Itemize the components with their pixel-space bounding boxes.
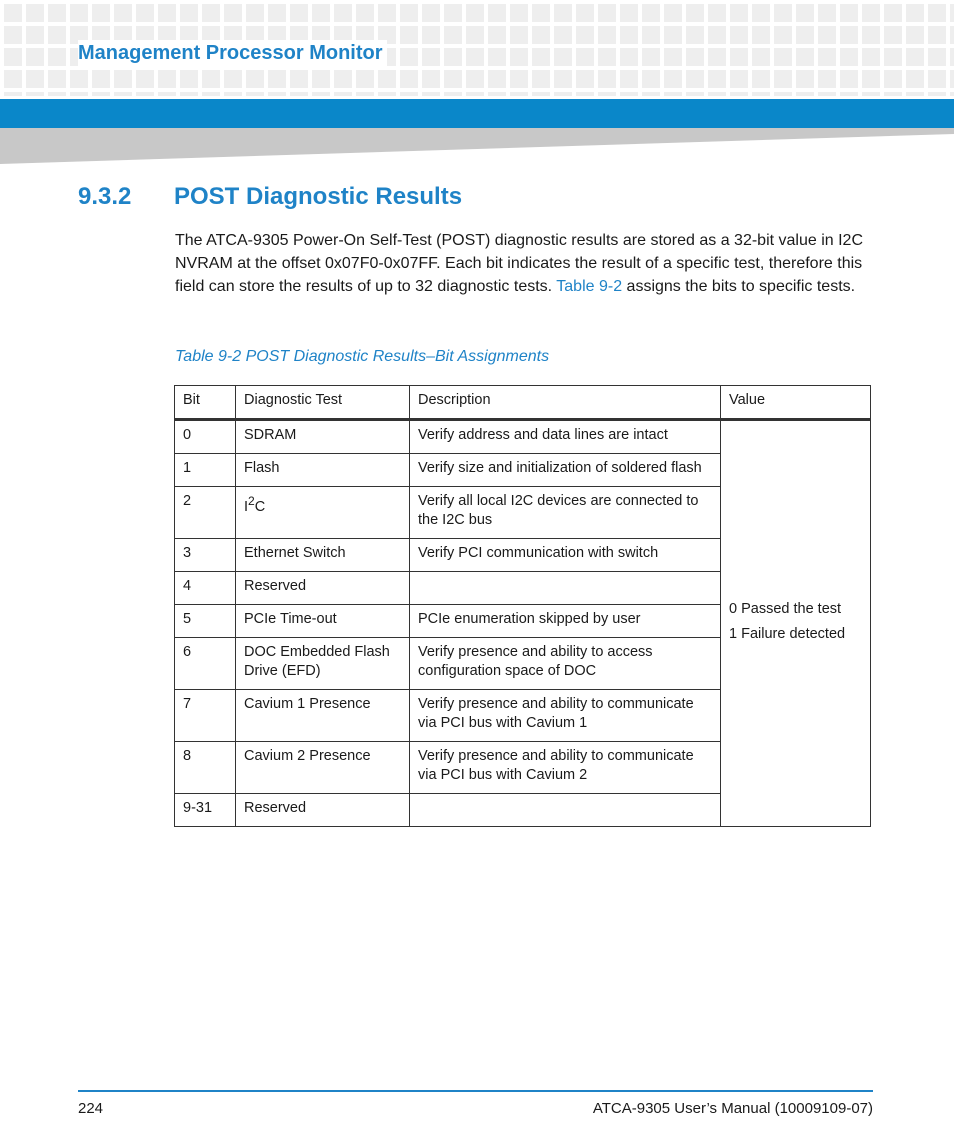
section-number: 9.3.2 (78, 183, 132, 210)
page-number: 224 (78, 1100, 104, 1117)
section-heading (78, 183, 462, 211)
description-cell: Verify PCI communication with switch (410, 539, 721, 572)
bit-cell: 9-31 (175, 794, 236, 827)
description-cell: Verify address and data lines are intact (410, 420, 721, 454)
description-cell: Verify presence and ability to communicate via PCI bus with Cavium 1 (410, 690, 721, 742)
footer-rule (78, 1090, 873, 1092)
value-passed: 0 Passed the test (729, 601, 842, 617)
paragraph-text: The ATCA-9305 Power-On Self-Test (POST) diagnostic results are stored as a 32-bit value in I2C NVRAM at the offset 0x07F0-0x07FF. Each bit indicates the result of a specific test, therefore this field can store the results of up to 32 diagnostic tests. (175, 232, 863, 295)
description-cell (410, 794, 721, 827)
bit-cell: 6 (175, 638, 236, 690)
description-cell: Verify size and initialization of soldered flash (410, 454, 721, 487)
description-cell: Verify presence and ability to communicate via PCI bus with Cavium 2 (410, 742, 721, 794)
test-cell: DOC Embedded Flash Drive (EFD) (236, 638, 410, 690)
footer-document-title: ATCA-9305 User’s Manual (10009109-07) (592, 1100, 873, 1117)
bit-cell: 7 (175, 690, 236, 742)
description-cell: Verify presence and ability to access configuration space of DOC (410, 638, 721, 690)
running-header-title: Management Processor Monitor (78, 40, 387, 67)
paragraph-text-end: assigns the bits to specific tests. (622, 278, 856, 295)
value-cell (721, 420, 871, 827)
header-value: Value (721, 386, 871, 420)
description-cell (410, 572, 721, 605)
test-i2c-tail: C (254, 498, 266, 515)
table-caption: Table 9-2 POST Diagnostic Results–Bit Assignments (175, 348, 550, 365)
table-reference-link[interactable]: Table 9-2 (556, 278, 623, 295)
header-description: Description (410, 386, 721, 420)
bit-cell: 2 (175, 487, 236, 539)
bit-cell: 1 (175, 454, 236, 487)
header-gray-wedge (0, 128, 954, 164)
bit-cell: 0 (175, 420, 236, 454)
header-bit: Bit (175, 386, 236, 420)
test-cell: Reserved (236, 794, 410, 827)
test-cell: Reserved (236, 572, 410, 605)
bit-cell: 8 (175, 742, 236, 794)
bit-cell: 5 (175, 605, 236, 638)
test-cell: Cavium 2 Presence (236, 742, 410, 794)
test-cell: Ethernet Switch (236, 539, 410, 572)
test-i2c-base: I (244, 498, 249, 515)
test-cell: PCIe Time-out (236, 605, 410, 638)
test-cell: Flash (236, 454, 410, 487)
bit-cell: 3 (175, 539, 236, 572)
table-header-row (175, 386, 871, 420)
description-cell: PCIe enumeration skipped by user (410, 605, 721, 638)
header-blue-bar (0, 99, 954, 128)
value-failure: 1 Failure detected (729, 626, 846, 642)
diagnostic-results-table (174, 385, 871, 827)
bit-cell: 4 (175, 572, 236, 605)
body-paragraph (175, 229, 875, 298)
header-diagnostic-test: Diagnostic Test (236, 386, 410, 420)
test-cell (236, 487, 410, 539)
description-cell: Verify all local I2C devices are connected to the I2C bus (410, 487, 721, 539)
table-row (175, 420, 871, 454)
section-title: POST Diagnostic Results (174, 183, 463, 210)
test-cell: SDRAM (236, 420, 410, 454)
test-i2c-superscript: 2 (248, 494, 255, 508)
test-cell: Cavium 1 Presence (236, 690, 410, 742)
